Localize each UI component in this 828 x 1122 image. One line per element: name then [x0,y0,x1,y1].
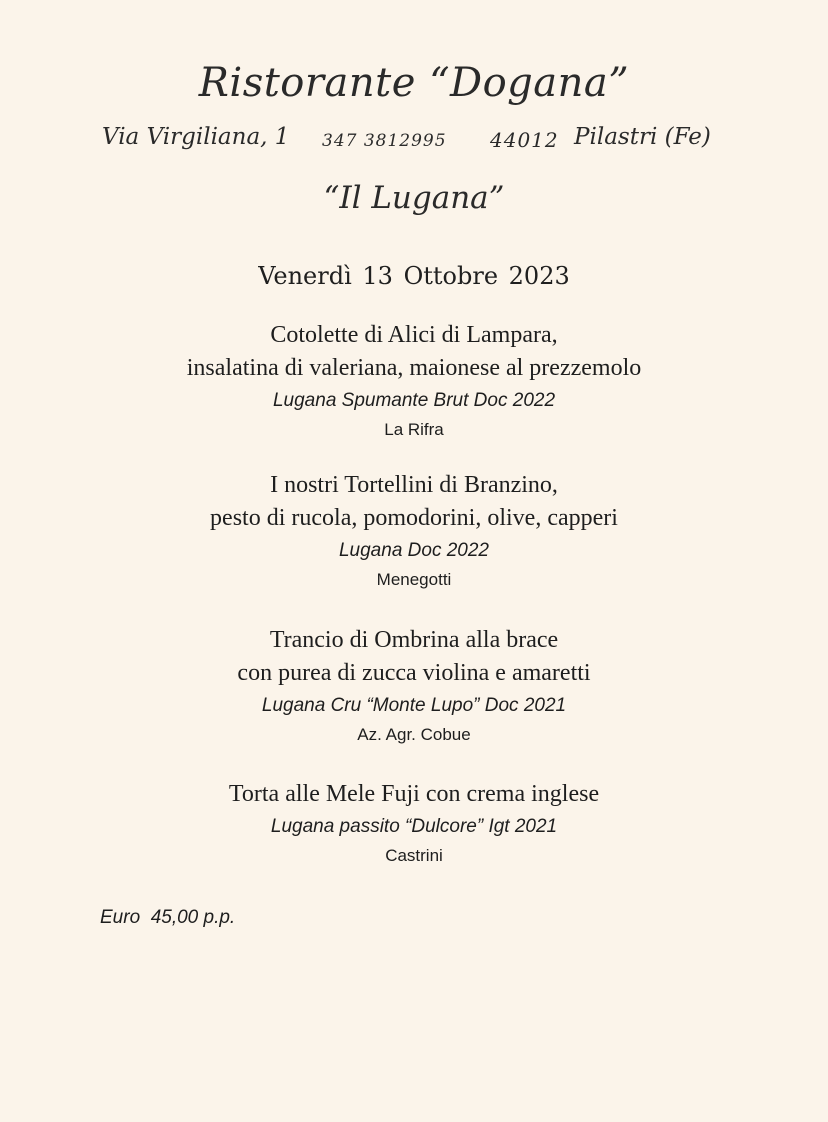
course-2-dish-line-2: pesto di rucola, pomodorini, olive, capperi [210,505,618,531]
course-1-dish [0,319,828,385]
course-1-dish-line-1: Cotolette di Alici di Lampara, [270,322,558,348]
address-zip: 44012 [490,128,559,152]
restaurant-name: Ristorante “Dogana” [198,60,630,106]
course-1 [0,319,828,443]
course-4-wine: Lugana passito “Dulcore” Igt 2021 [270,816,558,837]
course-3-wine: Lugana Cru “Monte Lupo” Doc 2021 [261,695,567,716]
menu-date: Venerdì 13 Ottobre 2023 [258,262,570,290]
event-title: “Il Lugana” [323,180,505,216]
course-3-producer: Az. Agr. Cobue [357,725,471,744]
address-street: Via Virgiliana, 1 [102,124,290,150]
address-phone: 347 3812995 [322,131,447,151]
course-4-dish [0,778,828,811]
course-1-wine: Lugana Spumante Brut Doc 2022 [272,390,556,411]
address-city: Pilastri (Fe) [574,124,711,150]
course-4 [0,778,828,869]
course-2-producer: Menegotti [376,570,452,589]
course-3-dish [0,624,828,690]
course-2 [0,469,828,593]
course-1-dish-line-2: insalatina di valeriana, maionese al prezzemolo [186,355,642,381]
course-4-producer: Castrini [385,846,443,865]
course-3-dish-line-1: Trancio di Ombrina alla brace [269,627,559,653]
course-1-producer: La Rifra [384,420,444,439]
course-3 [0,624,828,748]
course-2-dish-line-1: I nostri Tortellini di Branzino, [270,472,558,498]
course-4-dish-line-1: Torta alle Mele Fuji con crema inglese [228,781,600,807]
menu-price: Euro 45,00 p.p. [100,907,236,928]
course-3-dish-line-2: con purea di zucca violina e amaretti [237,660,591,686]
course-2-dish [0,469,828,535]
course-2-wine: Lugana Doc 2022 [338,540,489,561]
